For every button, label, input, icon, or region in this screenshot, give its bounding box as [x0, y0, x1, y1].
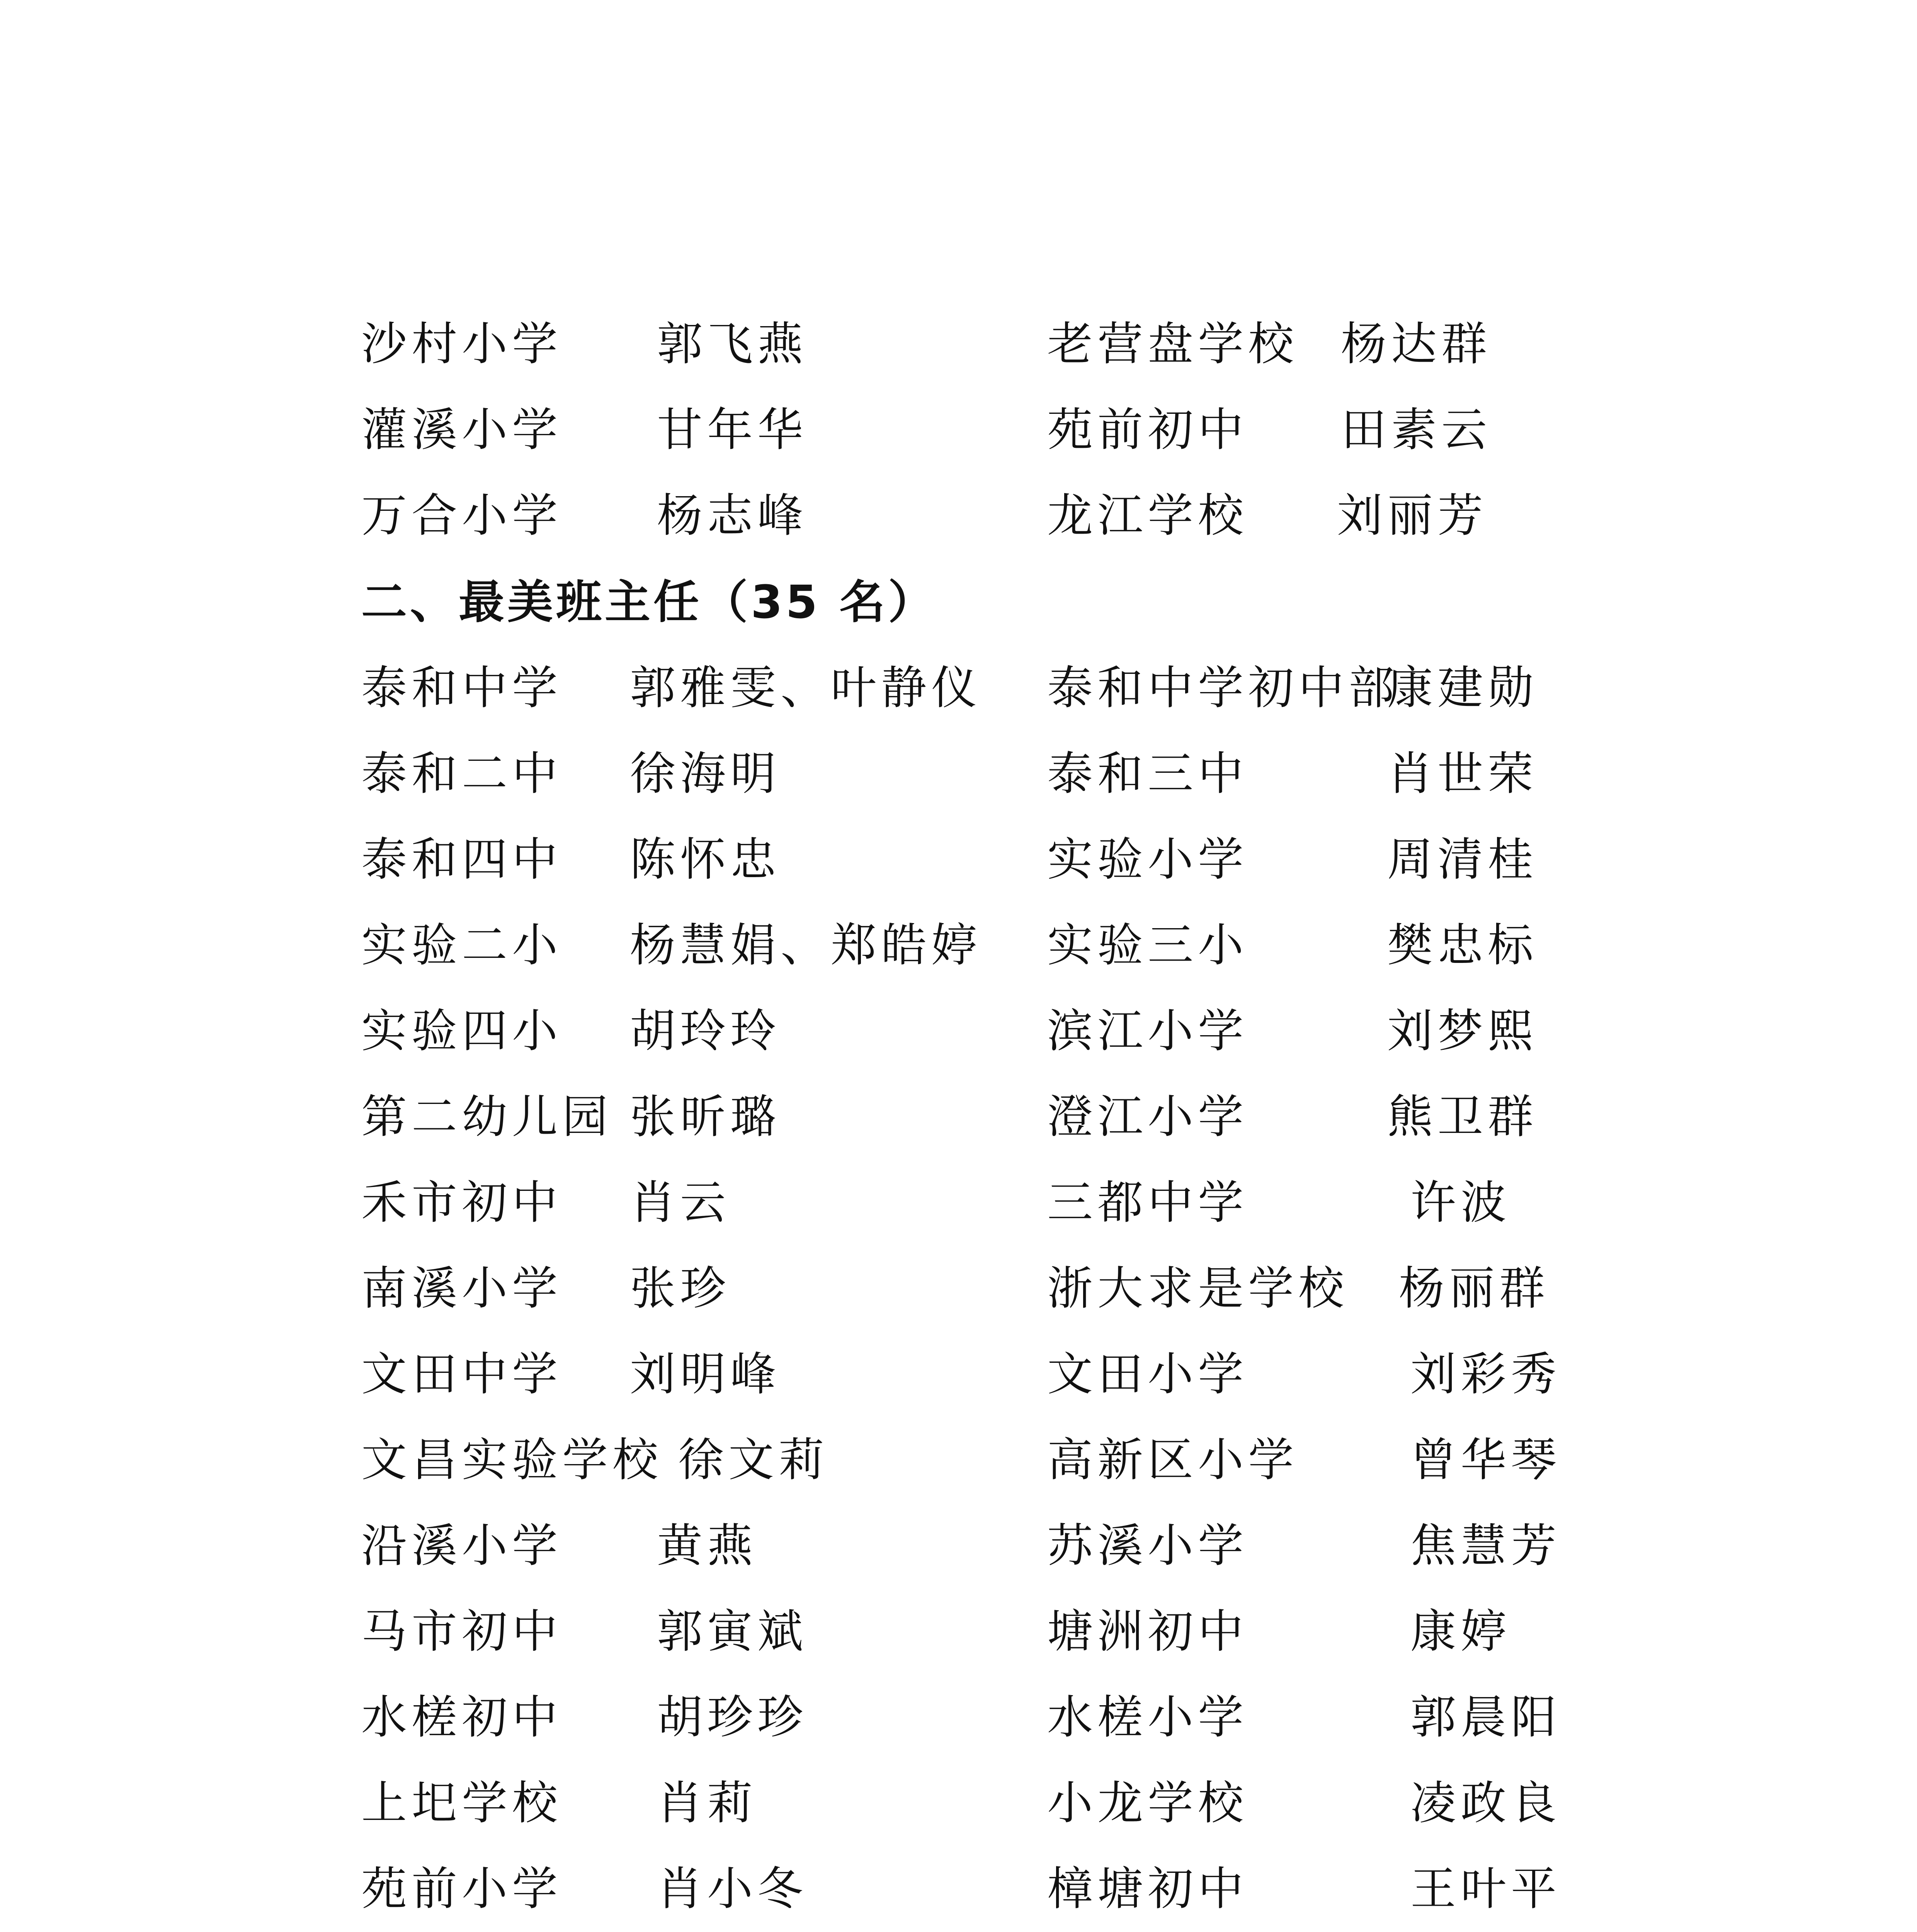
school-name: 泰和中学: [361, 661, 563, 714]
school-name: 滨江小学: [1047, 1004, 1249, 1058]
school-name: 水槎小学: [1047, 1690, 1249, 1744]
person-name: 康建勋: [1387, 661, 1538, 714]
school-name: 实验四小: [361, 1004, 563, 1058]
person-name: 徐文莉: [678, 1433, 829, 1486]
school-name: 浙大求是学校: [1047, 1262, 1349, 1315]
person-name: 徐海明: [630, 747, 781, 800]
school-name: 小龙学校: [1047, 1776, 1249, 1830]
person-name: 熊卫群: [1387, 1090, 1538, 1143]
person-name: 杨丽群: [1399, 1262, 1550, 1315]
person-name: 郭晨阳: [1410, 1690, 1561, 1744]
person-name: 肖世荣: [1387, 747, 1538, 800]
school-name: 塘洲初中: [1047, 1605, 1249, 1658]
person-name: 郭寅斌: [657, 1605, 808, 1658]
school-name: 三都中学: [1047, 1176, 1249, 1229]
list-item: [0, 1164, 1917, 1241]
person-name: 樊忠标: [1387, 918, 1538, 972]
list-item: [0, 1850, 1917, 1927]
person-name: 刘丽芳: [1337, 489, 1488, 542]
person-name: 焦慧芳: [1410, 1519, 1561, 1572]
school-name: 沙村小学: [361, 317, 563, 371]
school-name: 高新区小学: [1047, 1433, 1299, 1486]
list-item: [0, 305, 1917, 383]
list-item: [0, 1507, 1917, 1584]
person-name: 康婷: [1410, 1605, 1511, 1658]
list-item: [0, 1421, 1917, 1498]
person-name: 黄燕: [657, 1519, 758, 1572]
school-name: 南溪小学: [361, 1262, 563, 1315]
school-name: 实验三小: [1047, 918, 1249, 972]
person-name: 刘彩秀: [1410, 1347, 1561, 1401]
list-item: [0, 1764, 1917, 1842]
person-name: 王叶平: [1410, 1862, 1561, 1915]
school-name: 第二幼儿园: [361, 1090, 613, 1143]
person-name: 凌政良: [1410, 1776, 1561, 1830]
person-name: 杨达群: [1341, 317, 1492, 371]
person-name: 杨志峰: [657, 489, 808, 542]
school-name: 文田中学: [361, 1347, 563, 1401]
school-name: 水槎初中: [361, 1690, 563, 1744]
person-name: 张昕璐: [630, 1090, 781, 1143]
person-name: 陈怀忠: [630, 833, 781, 886]
person-name: 刘梦熙: [1387, 1004, 1538, 1058]
school-name: 上圯学校: [361, 1776, 563, 1830]
school-name: 马市初中: [361, 1605, 563, 1658]
list-item: [0, 735, 1917, 812]
list-item: [0, 477, 1917, 554]
person-name: 肖莉: [657, 1776, 758, 1830]
list-item: [0, 391, 1917, 468]
school-name: 沿溪小学: [361, 1519, 563, 1572]
school-name: 泰和二中: [361, 747, 563, 800]
school-name: 实验小学: [1047, 833, 1249, 886]
list-item: [0, 1593, 1917, 1670]
school-name: 泰和四中: [361, 833, 563, 886]
school-name: 泰和三中: [1047, 747, 1249, 800]
school-name: 灌溪小学: [361, 403, 563, 456]
person-name: 甘年华: [657, 403, 808, 456]
school-name: 老营盘学校: [1047, 317, 1299, 371]
person-name: 曾华琴: [1410, 1433, 1561, 1486]
school-name: 苏溪小学: [1047, 1519, 1249, 1572]
list-item: [0, 906, 1917, 984]
person-name: 郭雅雯、叶静仪: [630, 661, 982, 714]
person-name: 肖云: [630, 1176, 731, 1229]
person-name: 周清桂: [1387, 833, 1538, 886]
school-name: 实验二小: [361, 918, 563, 972]
school-name: 澄江小学: [1047, 1090, 1249, 1143]
school-name: 泰和中学初中部: [1047, 661, 1399, 714]
list-item: [0, 649, 1917, 726]
list-item: [0, 1679, 1917, 1756]
school-name: 龙江学校: [1047, 489, 1249, 542]
school-name: 苑前小学: [361, 1862, 563, 1915]
person-name: 刘明峰: [630, 1347, 781, 1401]
school-name: 苑前初中: [1047, 403, 1249, 456]
list-item: [0, 1335, 1917, 1413]
list-item: [0, 821, 1917, 898]
school-name: 文田小学: [1047, 1347, 1249, 1401]
person-name: 胡珍珍: [657, 1690, 808, 1744]
person-name: 田素云: [1341, 403, 1492, 456]
list-item: [0, 1078, 1917, 1155]
person-name: 郭飞燕: [657, 317, 808, 371]
person-name: 胡玲玲: [630, 1004, 781, 1058]
school-name: 万合小学: [361, 489, 563, 542]
school-name: 樟塘初中: [1047, 1862, 1249, 1915]
school-name: 文昌实验学校: [361, 1433, 663, 1486]
list-item: [0, 1250, 1917, 1327]
person-name: 肖小冬: [657, 1862, 808, 1915]
person-name: 杨慧娟、郑皓婷: [630, 918, 982, 972]
person-name: 许波: [1410, 1176, 1511, 1229]
school-name: 禾市初中: [361, 1176, 563, 1229]
list-item: [0, 992, 1917, 1070]
person-name: 张珍: [630, 1262, 731, 1315]
section-heading: 二、最美班主任（35 名）: [361, 575, 937, 629]
